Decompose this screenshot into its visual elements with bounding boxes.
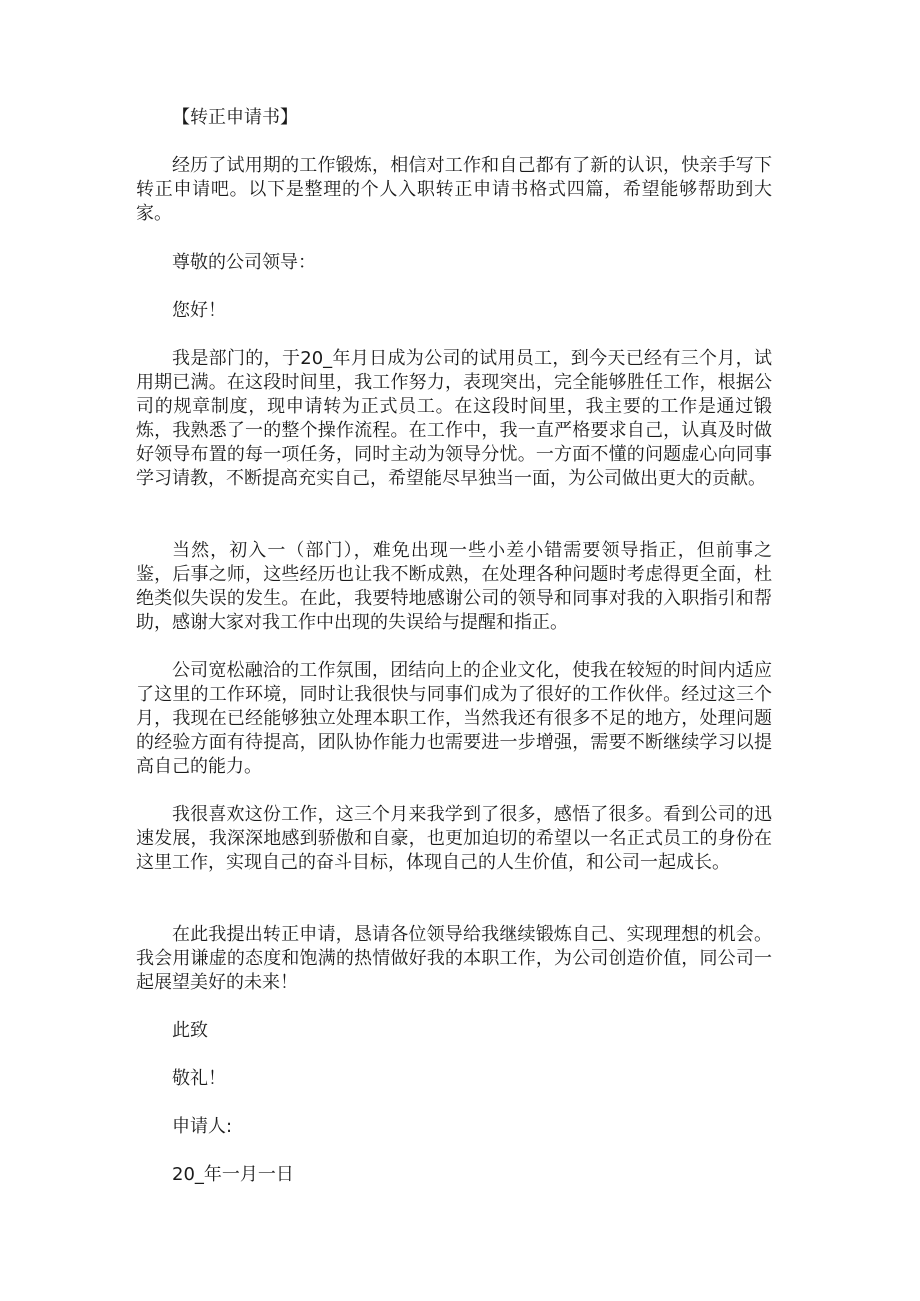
body-paragraph-1: 我是部门的，于20_年月日成为公司的试用员工，到今天已经有三个月，试用期已满。在这段时间里，我工作努力，表现突出，完全能够胜任工作，根据公司的规章制度，现申请转为正式员工。在这段时间里，我主要的工作是通过锻炼，我熟悉了一的整个操作流程。在工作中，我一直严格要求自己，认真及时做好领导布置的每一项任务，同时主动为领导分忧。一方面不懂的问题虚心向同事学习请教，不断提高充实自己，希望能尽早独当一面，为公司做出更大的贡献。 (136, 348, 772, 489)
body-paragraph-3: 公司宽松融洽的工作氛围，团结向上的企业文化，使我在较短的时间内适应了这里的工作环境，同时让我很快与同事们成为了很好的工作伙伴。经过这三个月，我现在已经能够独立处理本职工作，当然我还有很多不足的地方，处理问题的经验方面有待提高，团队协作能力也需要进一步增强，需要不断继续学习以提高自己的能力。 (136, 660, 772, 777)
salutation: 尊敬的公司领导： (172, 252, 316, 273)
body-paragraph-4: 我很喜欢这份工作，这三个月来我学到了很多，感悟了很多。看到公司的迅速发展，我深深地感到骄傲和自豪，也更加迫切的希望以一名正式员工的身份在这里工作，实现自己的奋斗目标，体现自己的人生价值，和公司一起成长。 (136, 804, 772, 873)
closing-line-2: 敬礼！ (172, 1068, 226, 1089)
closing-line-1: 此致 (172, 1020, 208, 1041)
greeting: 您好！ (172, 300, 226, 321)
body-paragraph-2: 当然，初入一（部门），难免出现一些小差小错需要领导指正，但前事之鉴，后事之师，这些经历也让我不断成熟，在处理各种问题时考虑得更全面，杜绝类似失误的发生。在此，我要特地感谢公司的领导和同事对我的入职指引和帮助，感谢大家对我工作中出现的失误给与提醒和指正。 (136, 540, 772, 633)
applicant-label: 申请人: (172, 1116, 233, 1137)
date-line: 20_年一月一日 (172, 1164, 294, 1185)
body-paragraph-5: 在此我提出转正申请，恳请各位领导给我继续锻炼自己、实现理想的机会。我会用谦虚的态度和饱满的热情做好我的本职工作，为公司创造价值，同公司一起展望美好的未来！ (136, 924, 772, 993)
intro-paragraph: 经历了试用期的工作锻炼，相信对工作和自己都有了新的认识，快亲手写下转正申请吧。以下是整理的个人入职转正申请书格式四篇，希望能够帮助到大家。 (136, 155, 772, 224)
document-title: 【转正申请书】 (172, 107, 298, 128)
